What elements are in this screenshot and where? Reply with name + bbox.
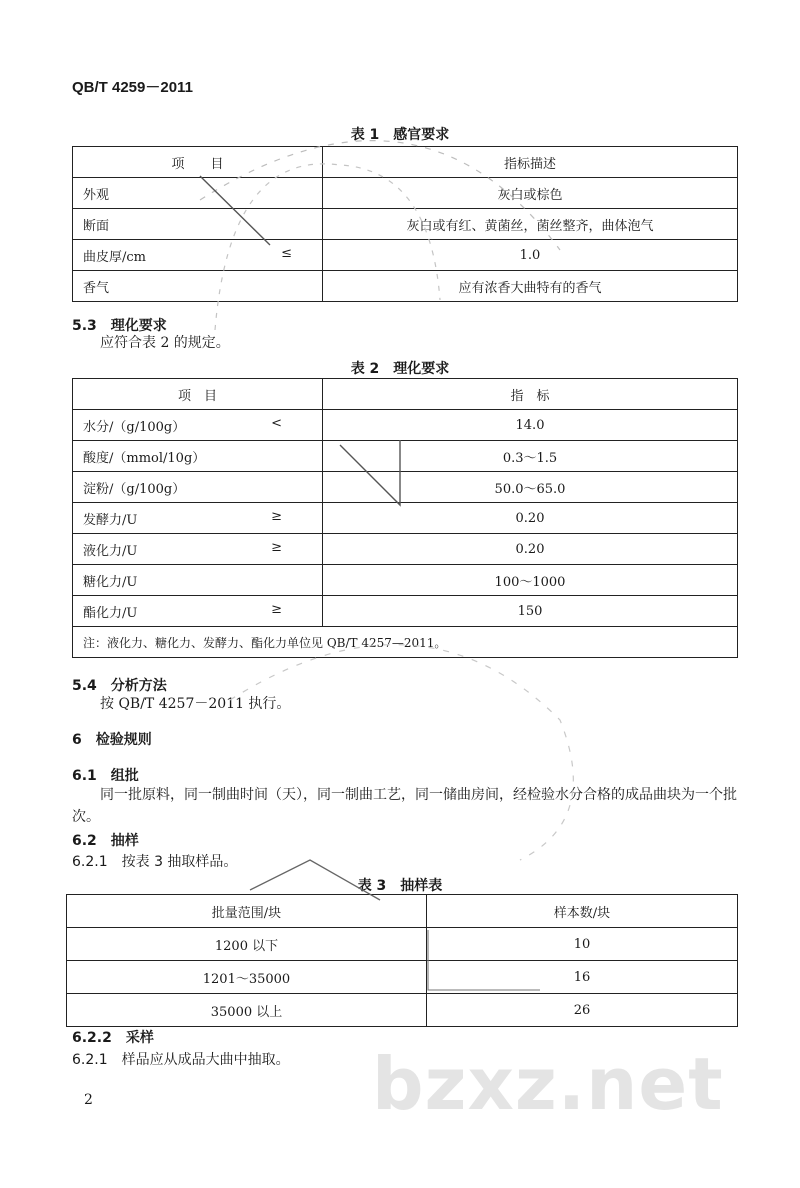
item-label: 液化力/U [83,543,138,559]
table-row [73,596,738,627]
table-cell-value: 灰白或有红、黄菌丝，菌丝整齐，曲体泡气 [323,209,738,240]
table-cell-count: 26 [427,994,738,1027]
table-row [73,410,738,441]
section-5-4-heading: 5.4 分析方法 [72,678,167,694]
table1-caption: 表 1 感官要求 [350,127,450,143]
table-row [73,472,738,503]
table-cell-item: 外观 [73,178,323,209]
item-label: 曲皮厚/cm [83,249,146,265]
table-cell-count: 10 [427,928,738,961]
table2-note: 注：液化力、糖化力、发酵力、酯化力单位见 QB/T 4257—2011。 [73,627,738,658]
table-cell-item: 断面 [73,209,323,240]
table3-head-range: 批量范围/块 [67,895,427,928]
section-6-heading: 6 检验规则 [72,732,152,748]
section-6-1-text: 同一批原料，同一制曲时间（天），同一制曲工艺，同一储曲房间，经检验水分合格的成品曲块为一个批次。 [72,787,737,825]
table-row [73,271,738,302]
section-6-1-heading: 6.1 组批 [72,768,139,784]
table-cell-range: 1201～35000 [67,961,427,994]
table-row [73,240,738,271]
table-row [73,565,738,596]
section-6-2-1b-text: 6.2.1 样品应从成品大曲中抽取。 [72,1052,290,1068]
section-6-2-1-text: 6.2.1 按表 3 抽取样品。 [72,854,238,870]
table-row [67,961,738,994]
table-cell-range: 1200 以下 [67,928,427,961]
table-cell-value: 14.0 [323,410,738,441]
section-6-2-heading: 6.2 抽样 [72,833,139,849]
table3-caption: 表 3 抽样表 [357,878,443,894]
table-cell-item [73,240,323,271]
item-label: 发酵力/U [83,512,138,528]
table-row [73,178,738,209]
section-5-4-text: 按 QB/T 4257－2011 执行。 [100,696,291,712]
table-cell-value: 灰白或棕色 [323,178,738,209]
table-cell-item [73,503,323,534]
table-cell-item [73,534,323,565]
table-cell-value: 0.3～1.5 [323,441,738,472]
table-note-row [73,627,738,658]
comparison-symbol: < [271,415,282,431]
table-cell-count: 16 [427,961,738,994]
item-label: 水分/（g/100g） [83,419,186,435]
section-5-3-heading: 5.3 理化要求 [72,318,167,334]
table2-physicochemical [72,378,738,658]
table3-head-count: 样本数/块 [427,895,738,928]
table2-head-value: 指 标 [323,379,738,410]
page-number: 2 [84,1092,93,1108]
table-row [67,928,738,961]
table-cell-item: 糖化力/U [73,565,323,596]
table-row [73,209,738,240]
table1-head-item: 项 目 [73,147,323,178]
table-row [73,534,738,565]
table-cell-range: 35000 以上 [67,994,427,1027]
comparison-symbol: ≥ [271,601,282,617]
table2-caption: 表 2 理化要求 [350,361,450,377]
section-5-3-text: 应符合表 2 的规定。 [100,335,230,351]
table-cell-value: 1.0 [323,240,738,271]
table-row [67,994,738,1027]
site-watermark: bzxz.net [372,1042,724,1126]
section-6-2-2-heading: 6.2.2 采样 [72,1030,154,1046]
table-cell-item [73,410,323,441]
table-row [73,441,738,472]
table-cell-value: 0.20 [323,534,738,565]
table-row [73,503,738,534]
table2-head-item: 项 目 [73,379,323,410]
table-cell-item: 香气 [73,271,323,302]
table-cell-item: 淀粉/（g/100g） [73,472,323,503]
table-cell-value: 应有浓香大曲特有的香气 [323,271,738,302]
table-header-row [73,379,738,410]
table1-head-desc: 指标描述 [323,147,738,178]
table-cell-value: 0.20 [323,503,738,534]
table-cell-value: 50.0～65.0 [323,472,738,503]
table-cell-value: 150 [323,596,738,627]
table-cell-item: 酸度/（mmol/10g） [73,441,323,472]
comparison-symbol: ≥ [271,508,282,524]
standard-code-header: QB/T 4259－2011 [72,79,193,96]
comparison-symbol: ≥ [271,539,282,555]
table-header-row [67,895,738,928]
item-label: 酯化力/U [83,605,138,621]
table-cell-item [73,596,323,627]
comparison-symbol: ≤ [281,245,292,261]
table-cell-value: 100～1000 [323,565,738,596]
table1-sensory [72,146,738,302]
table-header-row [73,147,738,178]
table3-sampling [66,894,738,1027]
